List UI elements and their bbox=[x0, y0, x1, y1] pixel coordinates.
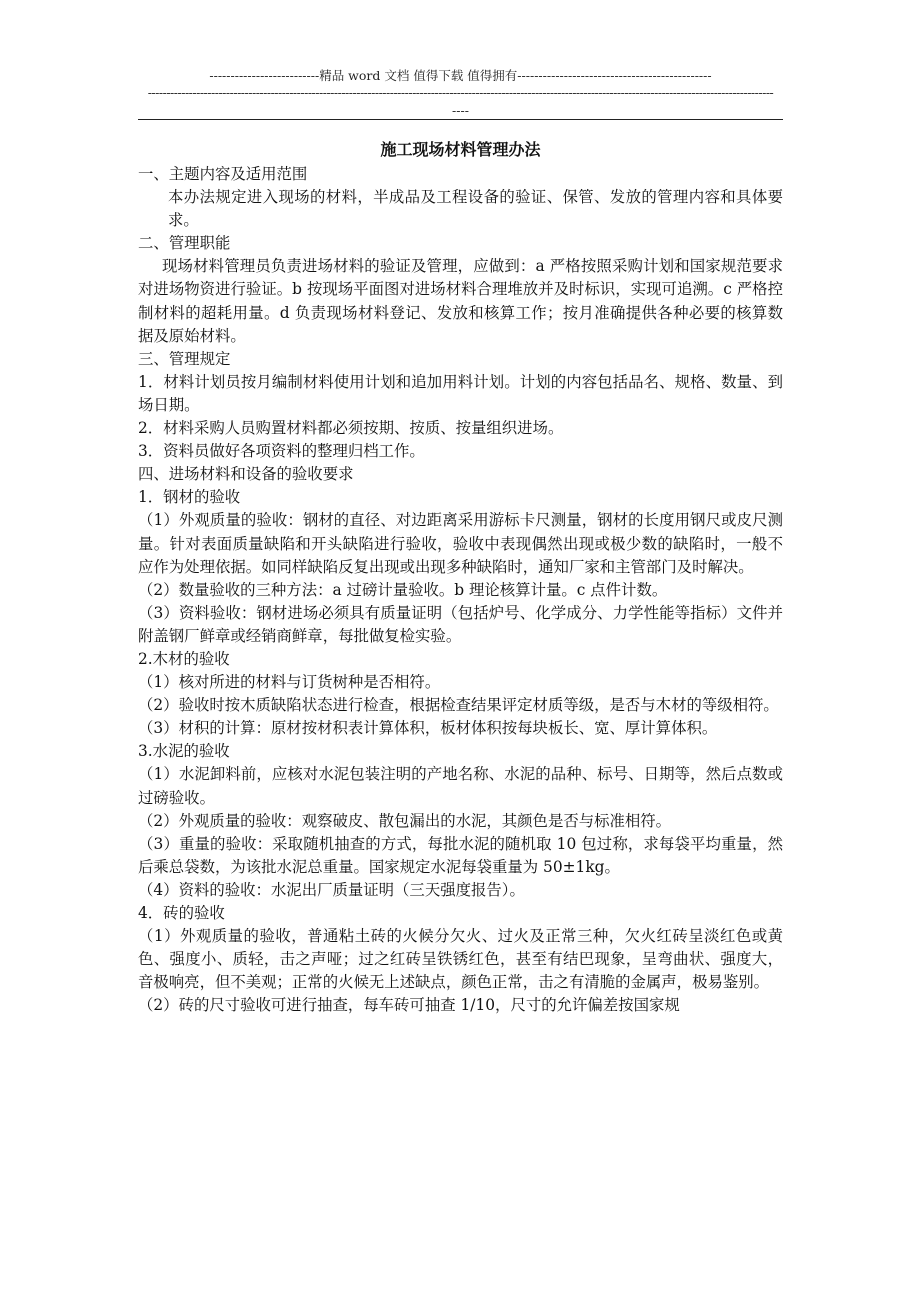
paragraph: （1）核对所进的材料与订货树种是否相符。 bbox=[138, 673, 441, 692]
paragraph: 3.水泥的验收 bbox=[138, 742, 230, 761]
page-header-dashes-tail: ---- bbox=[452, 103, 469, 118]
paragraph: 二、管理职能 bbox=[138, 234, 231, 253]
paragraph: 现场材料管理员负责进场材料的验证及管理，应做到：a 严格按照采购计划和国家规范要求对进场物资进行验证。b 按现场平面图对进场材料合理堆放并及时标识，实现可追溯。c 严格控制材料的超耗用量。d 负责现场材料登记、发放和核算工作；按月准确提供各种必要的核算数据及原始材料。 bbox=[138, 257, 783, 345]
paragraph: （3）材积的计算：原材按材积表计算体积，板材体积按每块板长、宽、厚计算体积。 bbox=[138, 719, 718, 738]
paragraph: 1．钢材的验收 bbox=[138, 488, 241, 507]
header-rule bbox=[138, 119, 783, 120]
paragraph: 1．材料计划员按月编制材料使用计划和追加用料计划。计划的内容包括品名、规格、数量、到场日期。 bbox=[138, 372, 783, 414]
paragraph: 4．砖的验收 bbox=[138, 904, 225, 922]
paragraph: （4）资料的验收：水泥出厂质量证明（三天强度报告）。 bbox=[138, 880, 525, 899]
paragraph: 四、进场材料和设备的验收要求 bbox=[138, 465, 354, 484]
paragraph: （1）水泥卸料前，应核对水泥包装注明的产地名称、水泥的品种、标号、日期等，然后点数或过磅验收。 bbox=[138, 765, 783, 807]
page-header-dashes: ------------------------------------------------------------------------------------------------------------------------------------------------------------------------ bbox=[147, 85, 774, 100]
paragraph: （2）外观质量的验收：观察破皮、散包漏出的水泥，其颜色是否与标准相符。 bbox=[138, 811, 672, 830]
paragraph: （1）外观质量的验收，普通粘土砖的火候分欠火、过火及正常三种，欠火红砖呈淡红色或黄色、强度小、质轻，击之声哑；过之红砖呈铁锈红色，甚至有结巴现象，呈弯曲状、强度大，音极响亮，但不美观；正常的火候无上述缺点，颜色正常，击之有清脆的金属声，极易鉴别。 bbox=[138, 927, 783, 992]
paragraph: 2.木材的验收 bbox=[138, 649, 230, 668]
document-title: 施工现场材料管理办法 bbox=[380, 140, 541, 159]
page-header-banner: --------------------------精品 word 文档 值得下载 值得拥有---------------------------------------------- bbox=[209, 68, 712, 83]
paragraph: （2）数量验收的三种方法：a 过磅计量验收。b 理论核算计量。c 点件计数。 bbox=[138, 580, 668, 599]
paragraph: 三、管理规定 bbox=[138, 349, 231, 368]
paragraph: （2）验收时按木质缺陷状态进行检查，根据检查结果评定材质等级，是否与木材的等级相符。 bbox=[138, 696, 779, 715]
paragraph: （3）资料验收：钢材进场必须具有质量证明（包括炉号、化学成分、力学性能等指标）文件并附盖钢厂鲜章或经销商鲜章，每批做复检实验。 bbox=[138, 603, 783, 645]
paragraph-list bbox=[138, 163, 783, 1017]
paragraph: （1）外观质量的验收：钢材的直径、对边距离采用游标卡尺测量，钢材的长度用钢尺或皮尺测量。针对表面质量缺陷和开头缺陷进行验收，验收中表现偶然出现或极少数的缺陷时，一般不应作为处理依据。如同样缺陷反复出现或出现多种缺陷时，通知厂家和主管部门及时解决。 bbox=[138, 511, 783, 576]
paragraph: 本办法规定进入现场的材料，半成品及工程设备的验证、保管、发放的管理内容和具体要求。 bbox=[168, 188, 783, 230]
paragraph: （2）砖的尺寸验收可进行抽查，每车砖可抽查 1/10，尺寸的允许偏差按国家规 bbox=[138, 996, 680, 1015]
paragraph: （3）重量的验收：采取随机抽查的方式，每批水泥的随机取 10 包过称，求每袋平均重量，然后乘总袋数，为该批水泥总重量。国家规定水泥每袋重量为 50±1kg。 bbox=[138, 834, 783, 876]
paragraph: 一、主题内容及适用范围 bbox=[138, 165, 308, 183]
paragraph: 2．材料采购人员购置材料都必须按期、按质、按量组织进场。 bbox=[138, 419, 564, 438]
document-body bbox=[138, 137, 783, 1017]
paragraph: 3．资料员做好各项资料的整理归档工作。 bbox=[138, 442, 425, 461]
